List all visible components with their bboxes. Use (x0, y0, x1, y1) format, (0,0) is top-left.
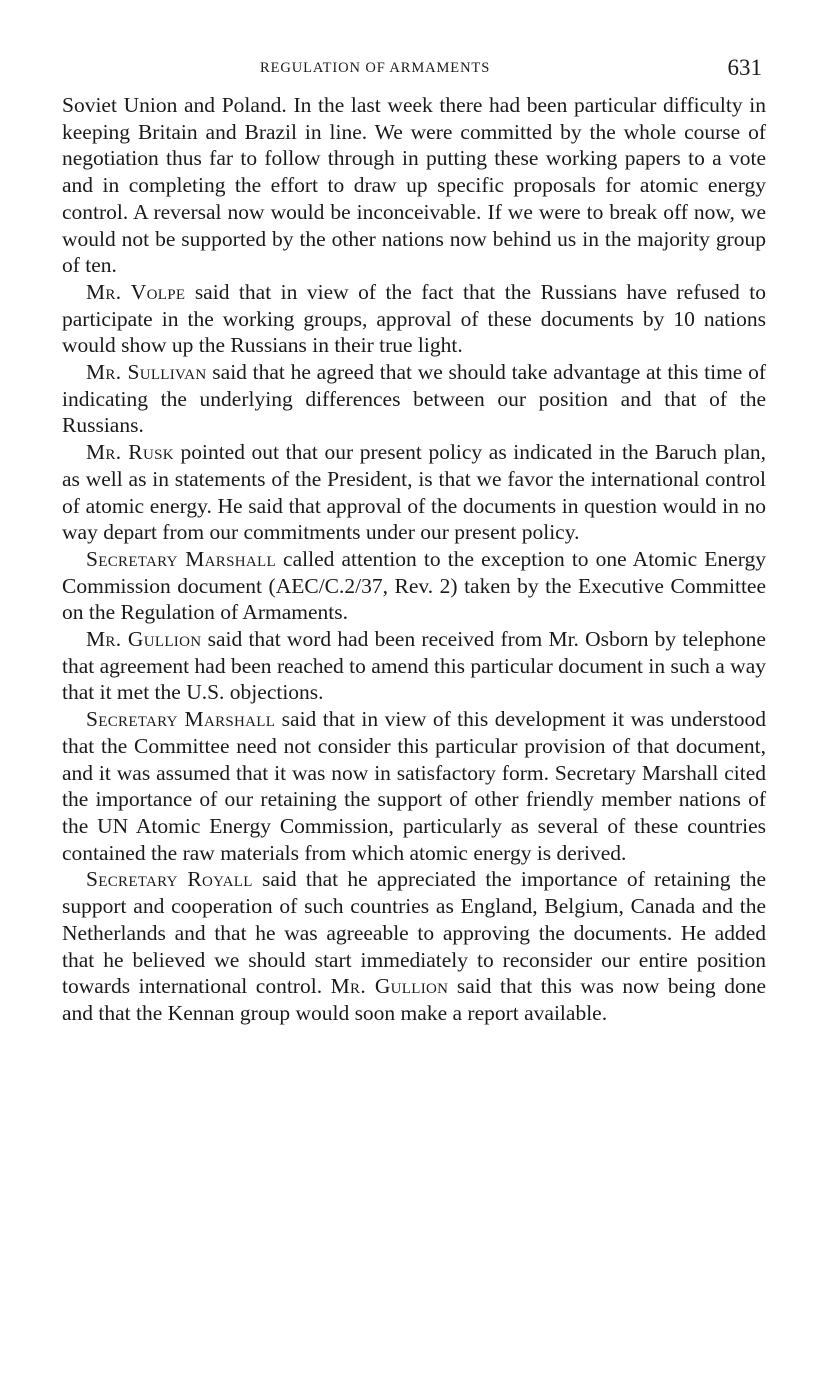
paragraph-text: said that this was now being done and that the Kennan group would soon make a report available. (62, 974, 766, 1025)
speaker-name: Mr. Gullion (330, 974, 449, 999)
paragraph-marshall-1 (62, 546, 766, 626)
speaker-name: Secretary Royall (86, 867, 253, 892)
paragraph-text: said that word had been received from Mr. Osborn by telephone that agreement had been reached to amend this particular document in such a way that it met the U.S. objections. (62, 627, 766, 705)
speaker-name: Secretary Marshall (86, 546, 276, 571)
paragraph-gullion (62, 626, 766, 706)
paragraph-marshall-2 (62, 706, 766, 866)
paragraph-text: said that he agreed that we should take advantage at this time of indicating the underlying differences between our position and that of the Russians. (62, 360, 766, 438)
paragraph-volpe (62, 279, 766, 359)
speaker-name: Mr. Gullion (86, 627, 202, 652)
paragraph-text: Soviet Union and Poland. In the last week there had been particular difficulty in keeping Britain and Brazil in line. We were committed by the whole course of negotiation thus far to follow through in putting these working papers to a vote and in completing the effort to draw up specific proposals for atomic energy control. A reversal now would be inconceivable. If we were to break off now, we would not be supported by the other nations now behind us in the majority group of ten. (62, 93, 766, 278)
speaker-name: Mr. Rusk (86, 440, 174, 465)
paragraph-text: called attention to the exception to one Atomic Energy Commission document (AEC/C.2/37, Rev. 2) taken by the Executive Committee on the Regulation of Armaments. (62, 546, 766, 625)
page-number: 631 (727, 55, 762, 80)
document-page (62, 56, 766, 1027)
speaker-name: Mr. Sullivan (86, 360, 207, 385)
paragraph-rusk (62, 439, 766, 546)
body-text (62, 92, 766, 1027)
paragraph-sullivan (62, 359, 766, 439)
speaker-name: Secretary Marshall (86, 707, 276, 732)
running-title: REGULATION OF ARMAMENTS (260, 60, 491, 76)
running-header (62, 56, 766, 92)
speaker-name: Mr. Volpe (86, 279, 186, 304)
paragraph-text: said that in view of this development it was understood that the Committee need not consider this particular provision of that document, and it was assumed that it was now in satisfactory form. Secretary Marshall cited the importance of our retaining the support of other friendly member nations of the UN Atomic Energy Commission, particularly as several of these countries contained the raw materials from which atomic energy is derived. (62, 707, 766, 865)
paragraph-royall (62, 866, 766, 1026)
paragraph-text: said that in view of the fact that the Russians have refused to participate in the working groups, approval of these documents by 10 nations would show up the Russians in their true light. (62, 279, 766, 358)
paragraph-text: pointed out that our present policy as indicated in the Baruch plan, as well as in statements of the President, is that we favor the international control of atomic energy. He said that approval of the documents in question would in no way depart from our commitments under our present policy. (62, 440, 766, 545)
paragraph-continuation (62, 92, 766, 279)
paragraph-text: said that he appreciated the importance of retaining the support and cooperation of such countries as England, Belgium, Canada and the Netherlands and that he was agreeable to approving the documents. He added that he believed we should start immediately to reconsider our entire position towards international control. (62, 867, 766, 999)
